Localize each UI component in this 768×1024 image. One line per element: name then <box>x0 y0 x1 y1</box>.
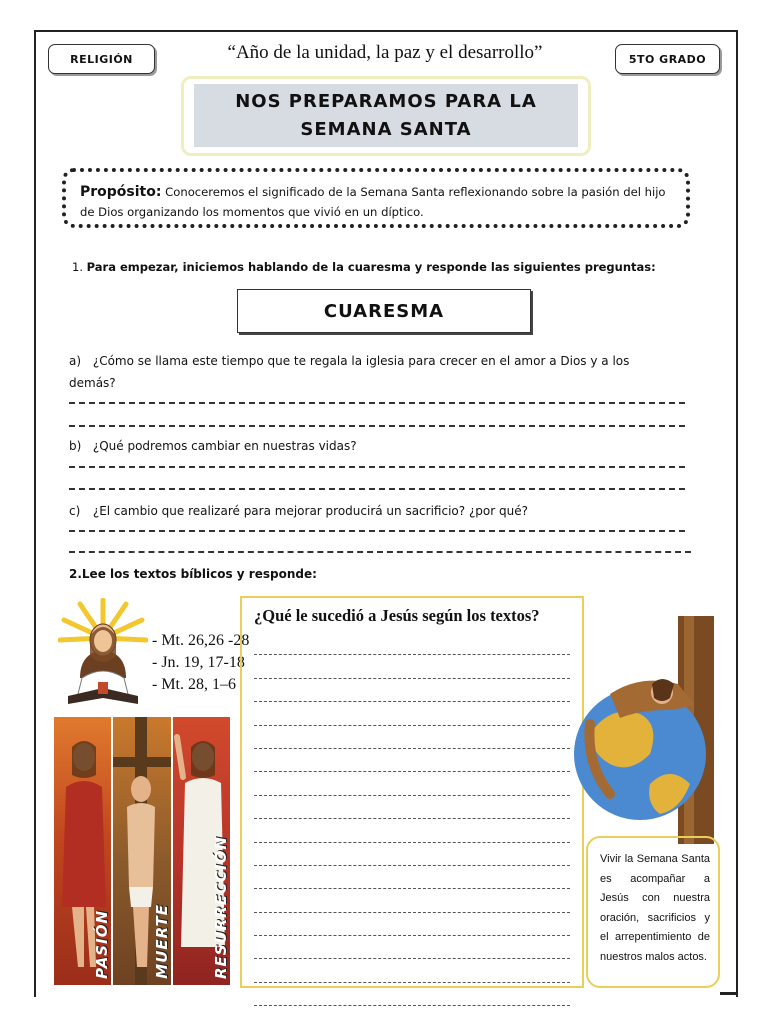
writing-line[interactable] <box>254 866 570 889</box>
question-text: ¿El cambio que realizaré para mejorar producirá un sacrificio? ¿por qué? <box>92 504 528 518</box>
reference-item: - Jn. 19, 17-18 <box>152 654 245 671</box>
title-line-2: SEMANA SANTA <box>300 118 472 140</box>
answer-line[interactable] <box>69 488 685 490</box>
writing-line[interactable] <box>254 749 570 772</box>
writing-line[interactable] <box>254 772 570 795</box>
writing-line[interactable] <box>254 632 570 655</box>
purpose-label: Propósito: <box>80 184 162 200</box>
writing-line[interactable] <box>254 679 570 702</box>
writing-line[interactable] <box>254 983 570 1006</box>
reference-item: - Mt. 28, 1–6 <box>152 676 236 693</box>
answer-box-title: ¿Qué le sucedió a Jesús según los textos? <box>254 606 540 625</box>
answer-line[interactable] <box>69 466 685 468</box>
jesus-book-illustration <box>58 598 148 708</box>
question-letter: c) <box>69 504 81 518</box>
section1-instruction <box>72 260 656 274</box>
writing-line[interactable] <box>254 702 570 725</box>
question-a <box>69 350 669 394</box>
jesus-globe-illustration <box>570 614 720 844</box>
panel-label: RESURRECCIÓN <box>211 835 230 979</box>
grade-badge: 5TO GRADO <box>615 44 720 74</box>
answer-line[interactable] <box>69 530 685 532</box>
question-b <box>69 435 669 457</box>
writing-line[interactable] <box>254 913 570 936</box>
bible-references <box>152 630 249 696</box>
writing-line[interactable] <box>254 655 570 678</box>
year-motto: “Año de la unidad, la paz y el desarrollo” <box>227 42 543 63</box>
section1-text: Para empezar, iniciemos hablando de la cuaresma y responde las siguientes preguntas: <box>86 260 656 274</box>
worksheet-title <box>181 76 591 156</box>
purpose-box <box>62 168 690 228</box>
panel-pasion <box>54 717 113 985</box>
panel-muerte <box>113 717 172 985</box>
question-letter: b) <box>69 439 82 453</box>
panel-label: PASIÓN <box>93 910 112 979</box>
section1-number: 1. <box>72 260 83 274</box>
purpose-text: Conoceremos el significado de la Semana Santa reflexionando sobre la pasión del hijo de Dios organizando los momentos que vivió en un díptico. <box>80 185 666 219</box>
answer-line[interactable] <box>69 425 685 427</box>
title-line-1: NOS PREPARAMOS PARA LA <box>235 90 537 112</box>
panel-resurreccion <box>173 717 230 985</box>
answer-box <box>240 596 584 988</box>
answer-line[interactable] <box>69 551 691 553</box>
writing-lines[interactable] <box>254 632 570 1006</box>
section2-title: 2.Lee los textos bíblicos y responde: <box>69 567 317 581</box>
writing-line[interactable] <box>254 936 570 959</box>
answer-line[interactable] <box>69 402 685 404</box>
reflection-note: Vivir la Semana Santa es acompañar a Jesús con nuestra oración, sacrificios y el arrepentimiento de nuestros malos actos. <box>586 836 720 988</box>
writing-line[interactable] <box>254 796 570 819</box>
reference-item: - Mt. 26,26 -28 <box>152 632 250 649</box>
subject-badge: RELIGIÓN <box>48 44 155 74</box>
frame-corner <box>720 992 736 995</box>
question-text: ¿Cómo se llama este tiempo que te regala la iglesia para crecer en el amor a Dios y a los demás? <box>69 354 630 390</box>
writing-line[interactable] <box>254 726 570 749</box>
writing-line[interactable] <box>254 889 570 912</box>
question-letter: a) <box>69 354 82 368</box>
writing-line[interactable] <box>254 819 570 842</box>
writing-line[interactable] <box>254 959 570 982</box>
question-text: ¿Qué podremos cambiar en nuestras vidas? <box>92 439 357 453</box>
cuaresma-box: CUARESMA <box>237 289 531 333</box>
panel-label: MUERTE <box>152 904 171 979</box>
writing-line[interactable] <box>254 843 570 866</box>
easter-panels <box>54 717 230 985</box>
question-c <box>69 500 669 522</box>
